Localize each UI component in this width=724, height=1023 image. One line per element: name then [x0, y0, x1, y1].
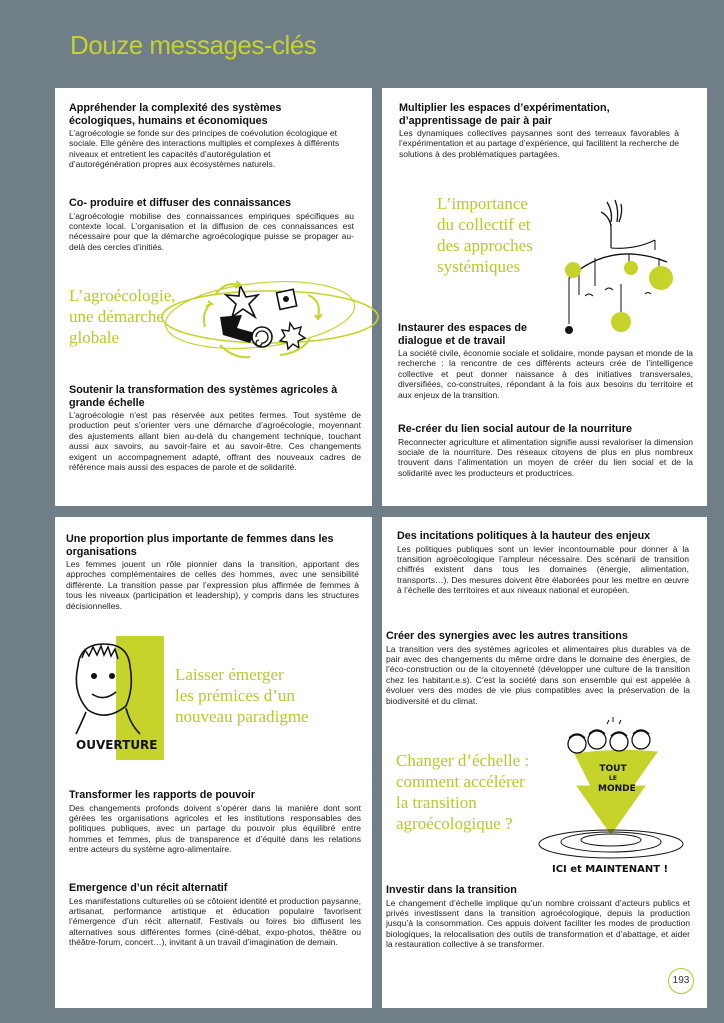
- label-line: LE: [609, 775, 617, 782]
- section-title: Une proportion plus importante de femmes dans les organisations: [66, 533, 334, 558]
- section-grande-echelle: [69, 384, 361, 472]
- section-body: Les politiques publiques sont un levier incontournable pour donner à la transition agroécologique l’ampleur nécessaire. Des scénarii de transition chiffrés existent dans tous les domaines (énergie, alimentation, transports…). Des mesures doivent être élaborées pour les mettre en œuvre à l’échelle des territoires et aux niveaux national et européen.: [397, 543, 689, 596]
- callout-line: L’agroécologie,: [69, 286, 176, 305]
- mobile-hand-illustration: [555, 200, 695, 340]
- section-body: Le changement d’échelle implique qu’un nombre croissant d’acteurs publics et privés investissent dans la transition agroécologique, depuis la production jusqu’à la consommation. Ces appuis doivent faciliter les modes de production biologiques, la relocalisation des outils de transformation et d’abattage, et aider la restauration collective à se transformer.: [386, 897, 690, 950]
- page-number: 193: [668, 968, 694, 994]
- section-body: L’agroécologie se fonde sur des principes de coévolution écologique et sociale. Elle génère des interactions multiples et complexes à différents niveaux et entretient les capacités d’autorégulation et d’autorégénération propres aux écosystèmes naturels.: [69, 128, 340, 170]
- section-body: Les femmes jouent un rôle pionnier dans la transition, apportant des approches complémentaires de celles des hommes, avec une sensibilité différente. La transition passe par l’expression plus affirmée de femmes à tous les niveaux (participation et leadership), y compris dans les structures décisionnelles.: [66, 559, 359, 611]
- section-title: Soutenir la transformation des systèmes agricoles à grande échelle: [69, 384, 338, 409]
- section-title: Appréhender la complexité des systèmes écologiques, humains et économiques: [69, 102, 282, 127]
- label-line: TOUT: [599, 764, 627, 774]
- tout-le-monde-label: [598, 764, 636, 794]
- systems-orbit-illustration: [160, 265, 380, 370]
- section-connaissances: [69, 197, 354, 252]
- tout-le-monde-illustration: [515, 716, 695, 876]
- section-title: Créer des synergies avec les autres transitions: [386, 630, 628, 642]
- section-title: Transformer les rapports de pouvoir: [69, 789, 255, 801]
- callout-line: les prémices d’un: [175, 686, 295, 705]
- section-title: Re-créer du lien social autour de la nourriture: [398, 423, 632, 435]
- section-body: La transition vers des systèmes agricoles et alimentaires plus durables va de pair avec des changements du même ordre dans le domaine des énergies, de l’éco-construction ou de la citoyenneté (développer une culture de la transition chez les habitant.e.s). C’est la société dans son ensemble qui est appelée à évoluer vers des modes de vie plus compatibles avec la préservation de la biodiversité et du climat.: [386, 643, 690, 706]
- callout-line: systémiques: [437, 257, 521, 276]
- callout-line: comment accélérer: [396, 772, 525, 791]
- section-body: Les dynamiques collectives paysannes sont des terreaux favorables à l’expérimentation et au partage d’expérience, qui facilitent la recherche de solutions à des problématiques partagées.: [399, 128, 679, 159]
- callout-line: des approches: [437, 236, 533, 255]
- section-femmes: [66, 533, 359, 611]
- callout-line: du collectif et: [437, 215, 531, 234]
- section-title: Multiplier les espaces d’expérimentation, d’apprentissage de pair à pair: [399, 102, 610, 127]
- callout-changer-echelle: [396, 750, 529, 834]
- callout-paradigme: [175, 664, 309, 727]
- callout-line: globale: [69, 328, 120, 347]
- callout-line: une démarche: [69, 307, 164, 326]
- section-experimentation: [399, 102, 679, 159]
- ouverture-label: OUVERTURE: [76, 738, 158, 752]
- section-body: Les manifestations culturelles où se côtoient identité et production paysanne, artisanat, performance artistique et éducation populaire favorisent l’émergence d’un récit alternatif. Festivals ou foires bio diffusent les alternatives sous différentes formes (ciné-débat, expo-photos, théâtre ou théâtre-forum, concert…), invitant à un travail d’imagination de demain.: [69, 895, 361, 948]
- section-dialogue: [398, 322, 693, 400]
- callout-collectif: [437, 193, 533, 277]
- section-title: Investir dans la transition: [386, 884, 517, 896]
- callout-line: Changer d’échelle :: [396, 751, 530, 770]
- callout-line: L’importance: [437, 194, 528, 213]
- section-body: L’agroécologie n’est pas réservée aux petites fermes. Tout système de production peut s’orienter vers une démarche d’agroécologie, moyennant des ajustements allant bien au-delà du changement technique, touchant aussi aux savoirs, au savoir-faire et au savoir-être. Ces changements exigent un accompagnement adapté, offrant des nouveaux cadres de référence mais aussi des espaces de parole et de solidarité.: [69, 410, 361, 473]
- section-synergies: [386, 630, 690, 706]
- page-title: Douze messages-clés: [70, 30, 317, 60]
- section-body: L’agroécologie mobilise des connaissances empiriques spécifiques au contexte local. L’organisation et la diffusion de ces connaissances est nécessaire pour que la démarche agroécologique puisse se propager au-delà des cercles d’initiés.: [69, 210, 354, 252]
- section-body: La société civile, économie sociale et solidaire, monde paysan et monde de la recherche : la rencontre de ces différents acteurs crée de l’intelligence collective et peut donner naissance à des initiatives transversales, diversifiées, co-construites, répondant à la fois aux besoins du territoire et aux enjeux de la transition.: [398, 348, 693, 400]
- section-pouvoir: [69, 789, 361, 855]
- label-line: MONDE: [598, 784, 636, 794]
- section-recit: [69, 882, 361, 948]
- section-title: Emergence d’un récit alternatif: [69, 882, 228, 894]
- section-title: Co- produire et diffuser des connaissances: [69, 197, 291, 209]
- section-body: Reconnecter agriculture et alimentation signifie aussi revaloriser la dimension sociale de la nourriture. Des réseaux citoyens de plus en plus nombreux trouvent dans l’alimentation un moyen de créer du lien social et de la solidarité avec les producteurs et productrices.: [398, 436, 693, 478]
- section-incitations: [397, 530, 689, 596]
- section-lien-social: [398, 423, 693, 478]
- callout-line: Laisser émerger: [175, 665, 284, 684]
- callout-line: nouveau paradigme: [175, 707, 309, 726]
- section-title: Instaurer des espaces de dialogue et de travail: [398, 322, 528, 347]
- section-title: Des incitations politiques à la hauteur des enjeux: [397, 530, 651, 542]
- ici-maintenant-label: ICI et MAINTENANT !: [552, 864, 669, 875]
- callout-line: la transition: [396, 793, 477, 812]
- section-complexite: [69, 102, 341, 170]
- section-body: Des changements profonds doivent s’opérer dans la manière dont sont gérées les organisations agricoles et les institutions responsables des politiques publiques, avec un partage du pouvoir plus équilibré entre hommes et femmes, plus de transparence et d’équité dans les relations entre acteurs du système agro-alimentaire.: [69, 802, 361, 855]
- callout-line: agroécologique ?: [396, 814, 513, 833]
- section-investir: [386, 884, 690, 950]
